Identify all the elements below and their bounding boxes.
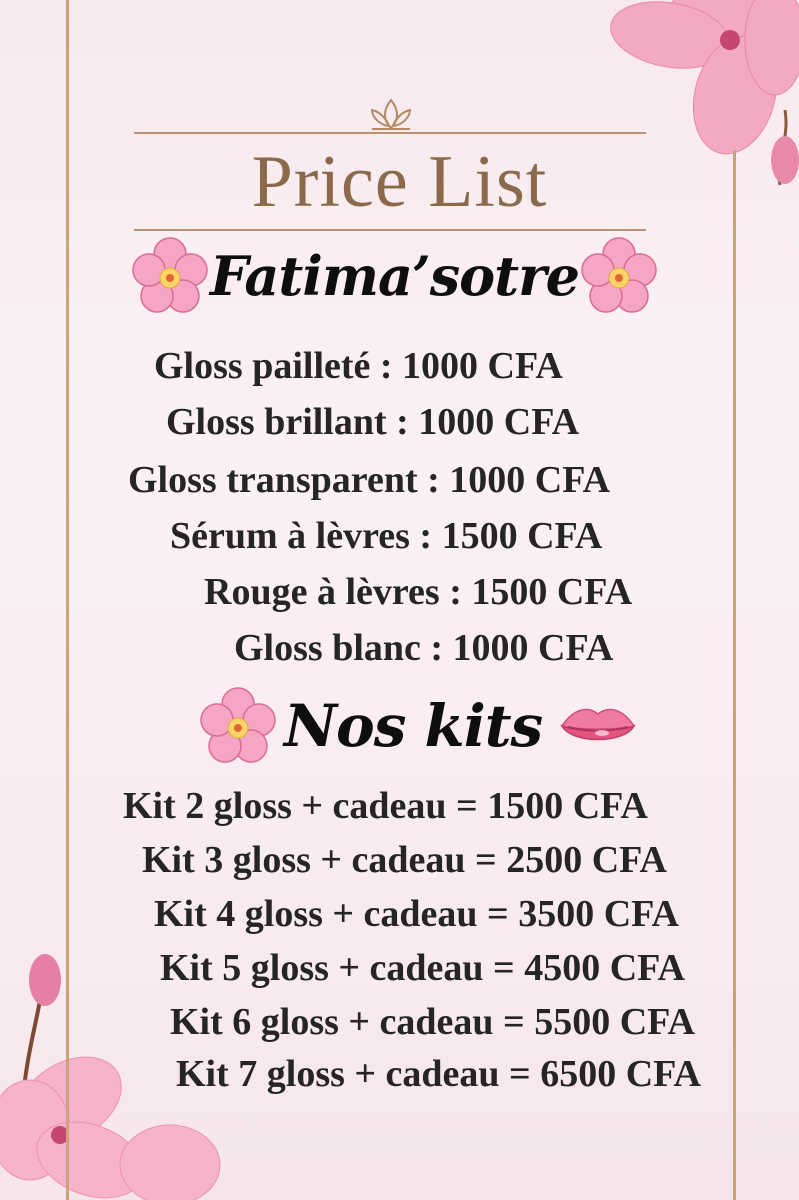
product-price-line: Gloss blanc : 1000 CFA <box>234 627 614 669</box>
cherry-blossom-icon <box>198 686 278 766</box>
product-price-line: Rouge à lèvres : 1500 CFA <box>204 571 633 613</box>
lips-icon <box>558 702 638 750</box>
title-bottom-rule <box>134 229 646 231</box>
kit-price-line: Kit 5 gloss + cadeau = 4500 CFA <box>160 947 685 989</box>
kit-price-line: Kit 6 gloss + cadeau = 5500 CFA <box>170 1001 695 1043</box>
kit-price-line: Kit 4 gloss + cadeau = 3500 CFA <box>154 893 679 935</box>
product-price-line: Gloss transparent : 1000 CFA <box>128 459 611 501</box>
page-title: Price List <box>251 141 548 223</box>
lotus-icon <box>366 96 416 132</box>
brand-name: Fatima’sotre <box>210 244 579 308</box>
kits-title: Nos kits <box>284 692 543 760</box>
frame-right-border <box>733 150 736 1200</box>
cherry-blossom-icon <box>130 236 210 316</box>
product-price-line: Gloss pailleté : 1000 CFA <box>154 345 563 387</box>
kit-price-line: Kit 7 gloss + cadeau = 6500 CFA <box>176 1053 701 1095</box>
kits-heading <box>198 686 638 766</box>
product-price-line: Gloss brillant : 1000 CFA <box>166 401 580 443</box>
kit-price-line: Kit 3 gloss + cadeau = 2500 CFA <box>142 839 667 881</box>
cherry-blossom-icon <box>579 236 659 316</box>
brand-heading <box>130 236 659 316</box>
product-price-line: Sérum à lèvres : 1500 CFA <box>170 515 603 557</box>
title-top-rule <box>134 132 646 134</box>
kit-price-line: Kit 2 gloss + cadeau = 1500 CFA <box>123 785 648 827</box>
